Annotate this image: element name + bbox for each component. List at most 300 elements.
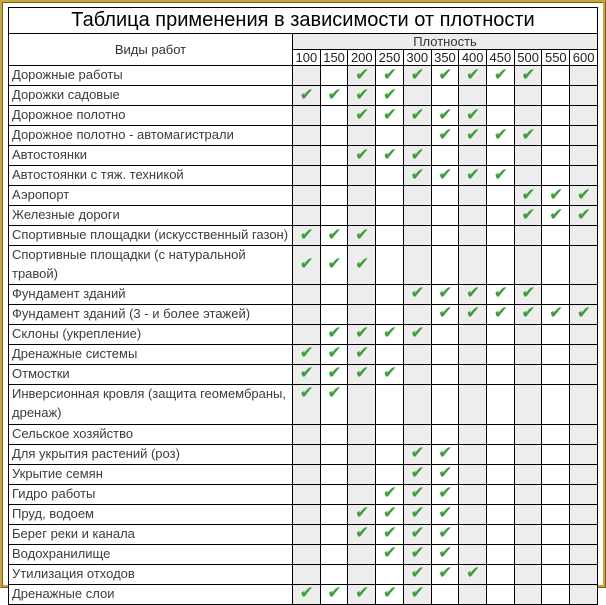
density-cell (514, 364, 542, 384)
density-cell (293, 384, 321, 424)
density-cell (514, 246, 542, 285)
density-cell (376, 246, 404, 285)
density-cell (459, 484, 487, 504)
check-icon: ✔ (493, 166, 508, 184)
row-label: Утилизация отходов (9, 564, 293, 584)
density-cell (542, 186, 570, 206)
row-label: Берег реки и канала (9, 524, 293, 544)
density-cell (376, 106, 404, 126)
row-label: Фундамент зданий (3 - и более этажей) (9, 304, 293, 324)
table-row (9, 344, 598, 364)
check-icon: ✔ (299, 384, 314, 402)
density-cell (514, 584, 542, 604)
density-cell (542, 304, 570, 324)
density-cell (348, 444, 376, 464)
check-icon: ✔ (521, 66, 535, 84)
table-row (9, 324, 598, 344)
density-cell (376, 544, 404, 564)
density-cell (320, 484, 348, 504)
density-cell (542, 246, 570, 285)
check-icon: ✔ (465, 166, 480, 184)
density-cell (320, 464, 348, 484)
check-icon: ✔ (438, 485, 452, 503)
density-cell (293, 126, 321, 146)
density-header-250: 250 (376, 50, 404, 66)
density-cell (431, 564, 459, 584)
table-row (9, 364, 598, 384)
density-cell (320, 106, 348, 126)
density-cell (320, 364, 348, 384)
density-cell (459, 424, 487, 444)
density-cell (403, 364, 431, 384)
density-cell (431, 146, 459, 166)
table-row (9, 284, 598, 304)
density-cell (459, 126, 487, 146)
density-cell (376, 344, 404, 364)
row-label: Железные дороги (9, 206, 293, 226)
check-icon: ✔ (465, 285, 480, 303)
density-cell (320, 544, 348, 564)
density-cell (459, 106, 487, 126)
density-cell (320, 584, 348, 604)
density-cell (376, 66, 404, 86)
density-cell (487, 384, 515, 424)
density-header-450: 450 (487, 50, 515, 66)
density-cell (487, 544, 515, 564)
density-cell (487, 584, 515, 604)
check-icon: ✔ (410, 465, 424, 483)
density-cell (293, 106, 321, 126)
density-cell (293, 524, 321, 544)
page-title: Таблица применения в зависимости от плотности (9, 8, 598, 34)
density-cell (431, 86, 459, 106)
density-cell (348, 206, 376, 226)
density-cell (320, 284, 348, 304)
table-row (9, 484, 598, 504)
density-cell (514, 166, 542, 186)
density-cell (570, 484, 598, 504)
table-row (9, 504, 598, 524)
density-cell (348, 344, 376, 364)
density-cell (514, 66, 542, 86)
density-cell (570, 106, 598, 126)
table-row (9, 584, 598, 604)
row-label: Дренажные слои (9, 584, 293, 604)
density-cell (293, 364, 321, 384)
check-icon: ✔ (410, 66, 424, 84)
density-cell (514, 524, 542, 544)
density-cell (542, 226, 570, 246)
density-cell (459, 146, 487, 166)
density-header-350: 350 (431, 50, 459, 66)
row-label: Водохранилище (9, 544, 293, 564)
density-cell (542, 324, 570, 344)
table-row (9, 86, 598, 106)
density-cell (431, 246, 459, 285)
density-cell (431, 464, 459, 484)
density-cell (376, 304, 404, 324)
check-icon: ✔ (327, 255, 341, 273)
density-cell (459, 544, 487, 564)
density-cell (403, 344, 431, 364)
check-icon: ✔ (465, 66, 480, 84)
density-cell (514, 564, 542, 584)
row-label: Дренажные системы (9, 344, 293, 364)
density-cell (431, 126, 459, 146)
check-icon: ✔ (493, 66, 508, 84)
density-cell (293, 284, 321, 304)
density-cell (487, 324, 515, 344)
check-icon: ✔ (327, 86, 341, 104)
density-cell (431, 166, 459, 186)
density-cell (376, 324, 404, 344)
density-cell (542, 106, 570, 126)
density-cell (542, 86, 570, 106)
density-cell (514, 146, 542, 166)
density-cell (487, 86, 515, 106)
density-cell (348, 246, 376, 285)
check-icon: ✔ (465, 305, 480, 323)
check-icon: ✔ (438, 525, 452, 543)
check-icon: ✔ (299, 255, 314, 273)
density-cell (542, 544, 570, 564)
density-cell (514, 444, 542, 464)
density-cell (514, 424, 542, 444)
density-cell (514, 544, 542, 564)
density-cell (403, 106, 431, 126)
density-cell (459, 444, 487, 464)
density-cell (570, 444, 598, 464)
density-cell (293, 86, 321, 106)
density-cell (293, 344, 321, 364)
density-header-100: 100 (293, 50, 321, 66)
density-cell (570, 384, 598, 424)
row-label: Сельское хозяйство (9, 424, 293, 444)
density-cell (320, 504, 348, 524)
table-row (9, 544, 598, 564)
check-icon: ✔ (355, 255, 369, 273)
density-cell (376, 384, 404, 424)
density-cell (570, 364, 598, 384)
density-cell (348, 324, 376, 344)
density-cell (293, 584, 321, 604)
density-cell (320, 66, 348, 86)
table-row (9, 106, 598, 126)
density-cell (293, 206, 321, 226)
density-cell (376, 464, 404, 484)
density-cell (542, 464, 570, 484)
density-cell (403, 524, 431, 544)
check-icon: ✔ (438, 545, 452, 563)
density-cell (542, 424, 570, 444)
row-label: Фундамент зданий (9, 284, 293, 304)
density-cell (431, 324, 459, 344)
density-cell (431, 504, 459, 524)
density-cell (570, 564, 598, 584)
check-icon: ✔ (299, 86, 314, 104)
check-icon: ✔ (549, 186, 563, 204)
density-cell (487, 106, 515, 126)
density-cell (431, 444, 459, 464)
check-icon: ✔ (410, 146, 424, 164)
density-cell (293, 304, 321, 324)
check-icon: ✔ (438, 445, 452, 463)
density-cell (487, 146, 515, 166)
density-cell (487, 246, 515, 285)
density-cell (376, 524, 404, 544)
density-cell (514, 344, 542, 364)
check-icon: ✔ (410, 445, 424, 463)
density-cell (542, 284, 570, 304)
density-cell (376, 86, 404, 106)
density-cell (514, 106, 542, 126)
check-icon: ✔ (410, 106, 424, 124)
density-cell (376, 424, 404, 444)
density-cell (487, 464, 515, 484)
check-icon: ✔ (410, 565, 424, 583)
density-cell (348, 484, 376, 504)
density-cell (403, 504, 431, 524)
density-cell (487, 504, 515, 524)
density-cell (320, 206, 348, 226)
density-cell (376, 206, 404, 226)
check-icon: ✔ (382, 505, 397, 523)
check-icon: ✔ (382, 525, 397, 543)
table-row (9, 226, 598, 246)
density-cell (542, 444, 570, 464)
density-cell (570, 146, 598, 166)
density-cell (514, 324, 542, 344)
density-cell (514, 86, 542, 106)
density-cell (403, 444, 431, 464)
row-label: Автостоянки с тяж. техникой (9, 166, 293, 186)
density-cell (570, 246, 598, 285)
density-cell (403, 304, 431, 324)
density-cell (431, 584, 459, 604)
density-cell (542, 484, 570, 504)
check-icon: ✔ (410, 545, 424, 563)
density-cell (348, 226, 376, 246)
density-cell (320, 226, 348, 246)
density-cell (487, 444, 515, 464)
density-cell (431, 424, 459, 444)
density-cell (293, 246, 321, 285)
check-icon: ✔ (355, 585, 369, 603)
check-icon: ✔ (327, 325, 341, 343)
density-cell (431, 384, 459, 424)
density-cell (403, 186, 431, 206)
density-cell (348, 384, 376, 424)
table-row (9, 464, 598, 484)
density-cell (293, 66, 321, 86)
density-cell (376, 504, 404, 524)
check-icon: ✔ (410, 285, 424, 303)
density-cell (320, 146, 348, 166)
check-icon: ✔ (410, 525, 424, 543)
density-cell (376, 444, 404, 464)
density-cell (403, 384, 431, 424)
density-cell (542, 384, 570, 424)
check-icon: ✔ (549, 206, 563, 224)
density-cell (348, 564, 376, 584)
density-cell (348, 106, 376, 126)
check-icon: ✔ (410, 166, 424, 184)
row-label: Для укрытия растений (роз) (9, 444, 293, 464)
density-cell (348, 584, 376, 604)
density-cell (403, 284, 431, 304)
density-cell (431, 186, 459, 206)
density-cell (348, 364, 376, 384)
check-icon: ✔ (521, 285, 535, 303)
check-icon: ✔ (576, 206, 591, 224)
check-icon: ✔ (438, 166, 452, 184)
density-cell (293, 464, 321, 484)
check-icon: ✔ (438, 565, 452, 583)
check-icon: ✔ (382, 585, 397, 603)
row-label: Спортивные площадки (с натуральной травой) (9, 246, 293, 285)
density-cell (514, 464, 542, 484)
density-cell (459, 304, 487, 324)
check-icon: ✔ (355, 86, 369, 104)
row-label: Укрытие семян (9, 464, 293, 484)
density-cell (320, 324, 348, 344)
density-cell (348, 424, 376, 444)
density-cell (570, 304, 598, 324)
check-icon: ✔ (493, 126, 508, 144)
check-icon: ✔ (355, 525, 369, 543)
density-header-600: 600 (570, 50, 598, 66)
check-icon: ✔ (355, 106, 369, 124)
check-icon: ✔ (382, 66, 397, 84)
check-icon: ✔ (382, 485, 397, 503)
density-cell (403, 564, 431, 584)
density-cell (376, 484, 404, 504)
density-cell (459, 564, 487, 584)
density-cell (403, 324, 431, 344)
density-cell (459, 246, 487, 285)
density-cell (376, 126, 404, 146)
density-cell (570, 324, 598, 344)
density-cell (403, 146, 431, 166)
density-cell (459, 166, 487, 186)
density-cell (487, 166, 515, 186)
density-cell (403, 206, 431, 226)
density-cell (459, 364, 487, 384)
row-label: Спортивные площадки (искусственный газон) (9, 226, 293, 246)
density-cell (403, 464, 431, 484)
check-icon: ✔ (576, 305, 591, 323)
density-cell (293, 484, 321, 504)
density-cell (348, 504, 376, 524)
check-icon: ✔ (299, 365, 314, 383)
density-cell (348, 146, 376, 166)
density-cell (514, 384, 542, 424)
row-label: Аэропорт (9, 186, 293, 206)
check-icon: ✔ (521, 206, 535, 224)
check-icon: ✔ (410, 585, 424, 603)
density-cell (376, 564, 404, 584)
density-cell (403, 484, 431, 504)
density-cell (459, 504, 487, 524)
density-cell (570, 186, 598, 206)
density-cell (570, 226, 598, 246)
density-cell (431, 206, 459, 226)
check-icon: ✔ (382, 146, 397, 164)
check-icon: ✔ (299, 226, 314, 244)
density-cell (514, 126, 542, 146)
density-cell (487, 424, 515, 444)
density-cell (487, 364, 515, 384)
density-cell (403, 166, 431, 186)
check-icon: ✔ (465, 565, 480, 583)
density-cell (459, 584, 487, 604)
density-cell (403, 424, 431, 444)
check-icon: ✔ (576, 186, 591, 204)
check-icon: ✔ (465, 106, 480, 124)
table-row (9, 66, 598, 86)
density-cell (570, 206, 598, 226)
density-cell (348, 464, 376, 484)
check-icon: ✔ (327, 384, 341, 402)
density-group-header: Плотность (293, 34, 598, 50)
table-row (9, 564, 598, 584)
table-row (9, 524, 598, 544)
density-cell (459, 464, 487, 484)
density-cell (570, 544, 598, 564)
density-cell (487, 66, 515, 86)
check-icon: ✔ (410, 505, 424, 523)
density-cell (514, 284, 542, 304)
density-cell (403, 126, 431, 146)
table-row (9, 206, 598, 226)
density-cell (348, 544, 376, 564)
density-cell (348, 86, 376, 106)
check-icon: ✔ (438, 66, 452, 84)
row-label: Инверсионная кровля (защита геомембраны, дренаж) (9, 384, 293, 424)
table-row (9, 384, 598, 424)
table-row (9, 146, 598, 166)
density-cell (459, 66, 487, 86)
density-cell (376, 186, 404, 206)
density-cell (320, 564, 348, 584)
density-cell (320, 344, 348, 364)
density-cell (542, 524, 570, 544)
table-body (9, 66, 598, 605)
density-cell (293, 564, 321, 584)
check-icon: ✔ (521, 126, 535, 144)
density-cell (431, 304, 459, 324)
density-cell (431, 66, 459, 86)
density-cell (293, 146, 321, 166)
check-icon: ✔ (382, 365, 397, 383)
density-cell (348, 284, 376, 304)
density-cell (376, 166, 404, 186)
row-label: Гидро работы (9, 484, 293, 504)
density-cell (320, 304, 348, 324)
check-icon: ✔ (438, 465, 452, 483)
density-cell (320, 86, 348, 106)
table-row (9, 126, 598, 146)
check-icon: ✔ (410, 485, 424, 503)
density-cell (403, 66, 431, 86)
density-cell (459, 524, 487, 544)
density-cell (570, 166, 598, 186)
density-application-table (8, 7, 598, 605)
density-cell (487, 284, 515, 304)
density-cell (487, 564, 515, 584)
density-cell (570, 86, 598, 106)
check-icon: ✔ (355, 226, 369, 244)
